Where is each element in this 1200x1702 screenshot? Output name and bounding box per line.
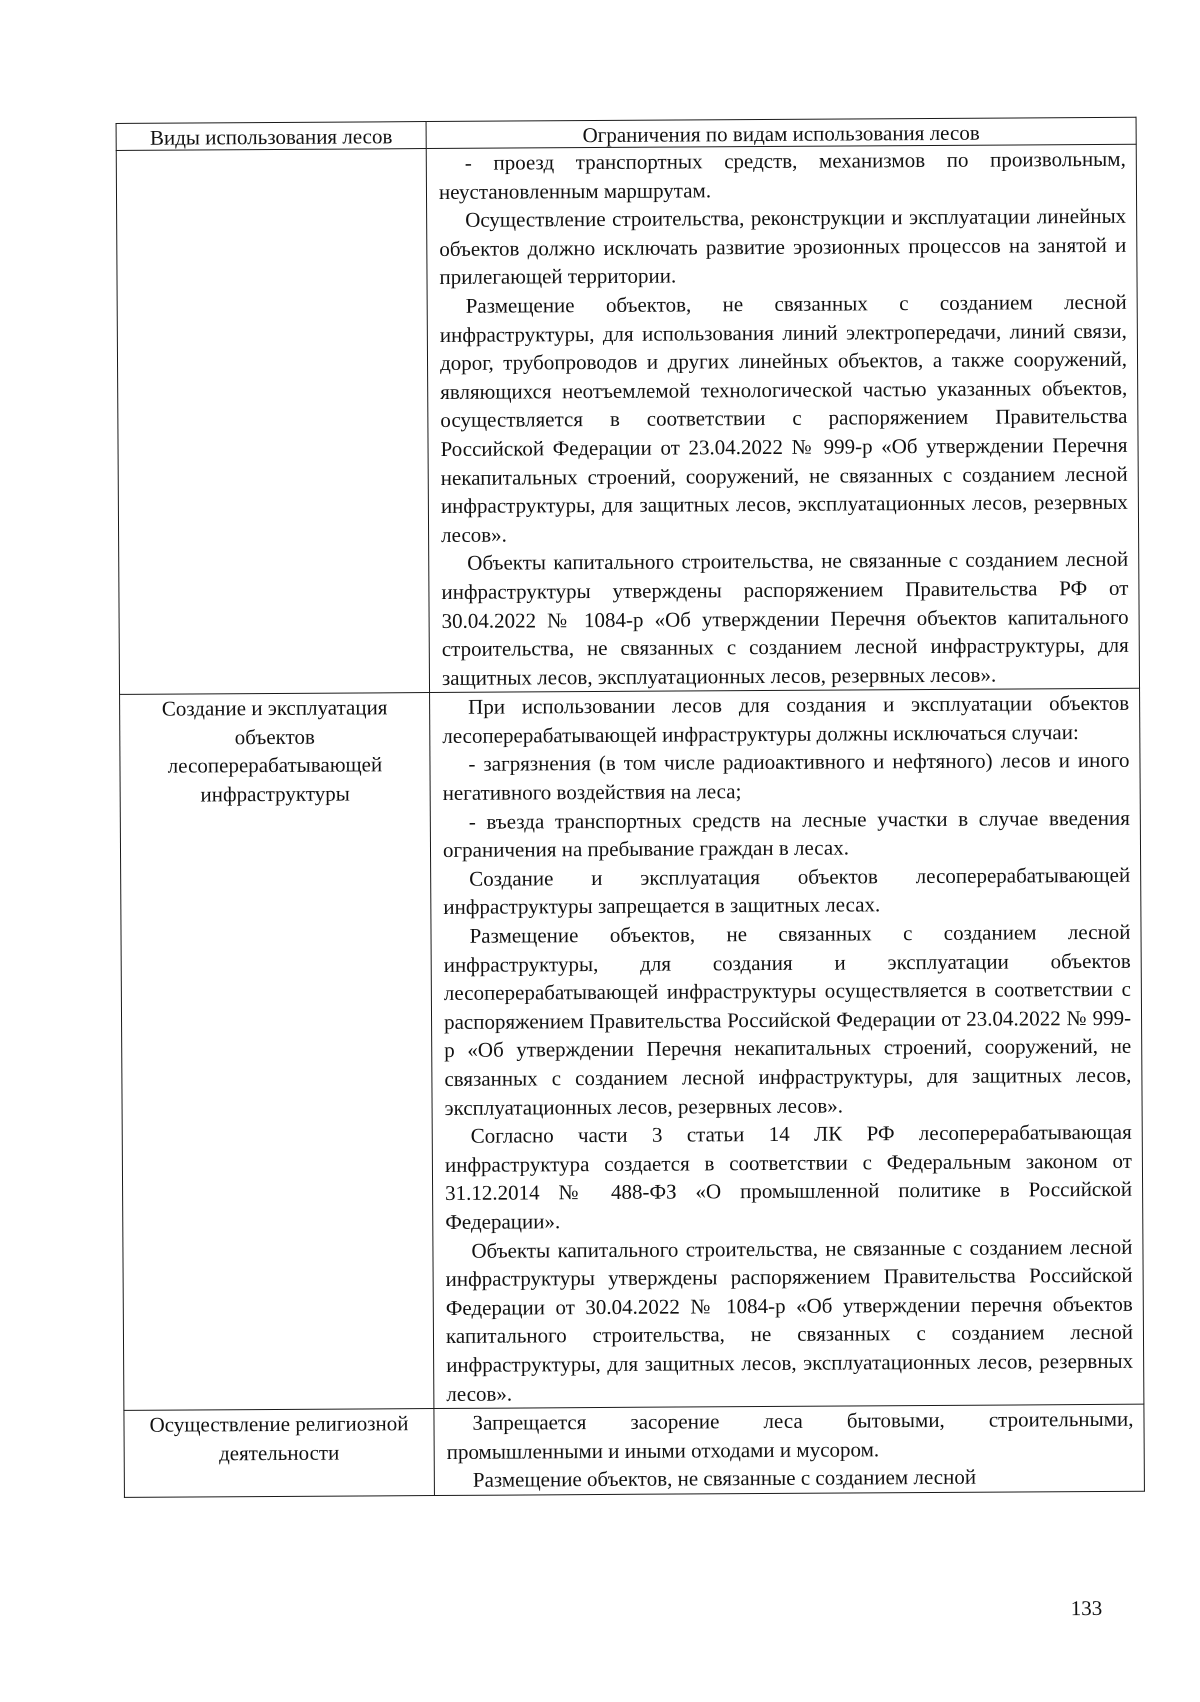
restriction-paragraph: Размещение объектов, не связанных с созданием лесной инфраструктуры, для использования линий электропередачи, линий связи, дорог, трубопроводов и других линейных объектов, а также сооружений, являющихся неотъемлемой технологической частью указанных объектов, осуществляется в соответствии с распоряжением Правительства Российской Федерации от 23.04.2022 № 999-р «Об утверждении Перечня некапитальных строений, сооружений, не связанных с созданием лесной инфраструктуры, для защитных лесов, эксплуатационных лесов, резервных лесов». [439,289,1128,547]
table-row [116,144,1139,695]
restriction-paragraph: Согласно части 3 статьи 14 ЛК РФ лесоперерабатывающая инфраструктура создается в соответствии с Федеральным законом от 31.12.2014 № 488-ФЗ «О промышленной политике в Российской Федерации». [444,1119,1133,1234]
restriction-paragraph: Размещение объектов, не связанных с созданием лесной инфраструктуры, для создания и эксплуатации объектов лесоперерабатывающей инфраструктуры осуществляется в соответствии с распоряжением Правительства Российской Федерации от 23.04.2022 № 999-р «Об утверждении Перечня некапитальных строений, сооружений, не связанных с созданием лесной инфраструктуры, для защитных лесов, эксплуатационных лесов, резервных лесов». [443,919,1132,1120]
page-number: 133 [1070,1595,1103,1621]
use-type-cell: Осуществление религиозной деятельности [124,1409,435,1498]
restriction-paragraph: Создание и эксплуатация объектов лесоперерабатывающей инфраструктуры запрещается в защитных лесах. [443,862,1131,920]
restrictions-cell [430,688,1144,1408]
table-row [124,1404,1145,1497]
restriction-paragraph: Осуществление строительства, реконструкции и эксплуатации линейных объектов должно исключать развитие эрозионных процессов на занятой и прилегающей территории. [439,203,1127,290]
restrictions-cell [434,1404,1145,1495]
restriction-paragraph: - въезда транспортных средств на лесные участки в случае введения ограничения на пребывание граждан в лесах. [442,805,1130,863]
restriction-paragraph: Размещение объектов, не связанные с созданием лесной [472,1465,977,1493]
restriction-paragraph: - проезд транспортных средств, механизмов по произвольным, неустановленным маршрутам. [438,146,1126,204]
restriction-paragraph: Объекты капитального строительства, не связанные с созданием лесной инфраструктуры утверждены распоряжением Правительства РФ от 30.04.2022 № 1084-р «Об утверждении Перечня объектов капитального строительства, не связанных с созданием лесной инфраструктуры, для защитных лесов, эксплуатационных лесов, резервных лесов». [441,547,1129,690]
use-type-cell [116,149,429,695]
column-header-use-types: Виды использования лесов [116,122,426,151]
restriction-paragraph: При использовании лесов для создания и эксплуатации объектов лесоперерабатывающей инфраструктуры должны исключаться случаи: [442,691,1130,748]
table-row [120,688,1144,1410]
restriction-paragraph: Запрещается засорение леса бытовыми, строительными, промышленными и иными отходами и мусором. [446,1406,1134,1464]
column-header-restrictions: Ограничения по видам использования лесов [426,117,1136,148]
restrictions-cell [426,144,1139,693]
restriction-paragraph: Объекты капитального строительства, не связанные с созданием лесной инфраструктуры утверждены распоряжением Правительства Российской Федерации от 30.04.2022 № 1084-р «Об утверждении перечня объектов капитального строительства, не связанных с созданием лесной инфраструктуры, для защитных лесов, эксплуатационных лесов, резервных лесов». [445,1234,1134,1406]
use-type-cell: Создание и эксплуатация объектов лесоперерабатывающей инфраструктуры [120,693,434,1411]
restriction-paragraph: - загрязнения (в том числе радиоактивного и нефтяного) лесов и иного негативного воздействия на леса; [442,748,1130,806]
forest-use-restrictions-table [116,117,1145,1498]
